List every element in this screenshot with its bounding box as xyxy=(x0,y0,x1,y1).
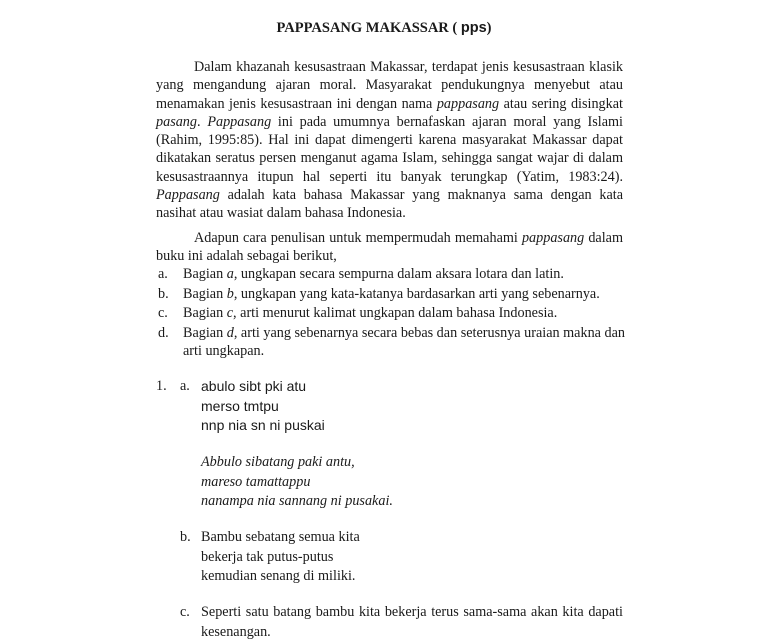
aksara-lontara-block xyxy=(201,377,325,436)
literal-meaning-block xyxy=(201,528,360,587)
italic-term: d xyxy=(227,325,234,341)
document-title xyxy=(0,20,768,37)
italic-term: Pappasang xyxy=(207,114,271,130)
text-run: adalah kata bahasa Makassar yang maknanya sama dengan kata nasihat atau wasiat dalam bahasa Indonesia. xyxy=(156,187,623,221)
text-run: Bagian xyxy=(183,305,227,321)
text-run: , arti menurut kalimat ungkapan dalam bahasa Indonesia. xyxy=(233,305,557,321)
literal-line: bekerja tak putus-putus xyxy=(201,548,360,568)
legend-item-b: b. Bagian b, ungkapan yang kata-katanya bardasarkan arti yang sebenarnya. xyxy=(156,285,626,303)
sentence-line: kesenangan. xyxy=(201,623,623,642)
sentence-line: Seperti satu batang bambu kita bekerja terus sama-sama akan kita dapati xyxy=(201,603,623,623)
text-run: dalam buku ini adalah sebagai berikut, xyxy=(156,230,623,264)
literal-line: kemudian senang di miliki. xyxy=(201,567,360,587)
latin-transliteration-block xyxy=(201,453,393,512)
title-main: PAPPASANG MAKASSAR ( xyxy=(277,20,461,36)
aksara-line: abulo sibt pki atu xyxy=(201,377,325,397)
text-run: , ungkapan secara sempurna dalam aksara lotara dan latin. xyxy=(234,266,564,282)
italic-term: a xyxy=(227,266,234,282)
legend-item-a: a. Bagian a, ungkapan secara sempurna dalam aksara lotara dan latin. xyxy=(156,265,626,283)
intro-paragraph xyxy=(156,58,623,223)
entry-b-marker: b. xyxy=(180,528,191,548)
title-close: ) xyxy=(487,20,492,36)
entry-c-marker: c. xyxy=(180,603,190,623)
text-run: . xyxy=(197,114,207,130)
title-abbreviation: pps xyxy=(461,20,487,36)
italic-term: pappasang xyxy=(522,230,584,246)
text-run: , arti yang sebenarnya secara bebas dan seterusnya uraian makna dan arti ungkapan. xyxy=(183,325,625,359)
italic-term: pasang xyxy=(156,114,197,130)
text-run: , ungkapan yang kata-katanya bardasarkan arti yang sebenarnya. xyxy=(234,286,600,302)
text-run: Dalam khazanah kesusastraan Makassar, terdapat jenis kesusastraan klasik yang mengandung ajaran moral. Masyarakat pendukungnya menyebut atau menamakan jenis kesusastraan ini dengan nama xyxy=(156,59,623,112)
text-run: ini pada umumnya bernafaskan ajaran moral yang Islami (Rahim, 1995:85). Hal ini dapat dimengerti karena masyarakat Makassar dapat dikatakan seratus persen menganut agama Islam, sehingga sangat wajar di dalam kesusastraannya itupun hal seperti itu banyak terungkap (Yatim, 1983:24). xyxy=(156,114,623,185)
italic-term: b xyxy=(227,286,234,302)
italic-term: c xyxy=(227,305,233,321)
method-paragraph xyxy=(156,229,623,266)
italic-term: Pappasang xyxy=(156,187,220,203)
legend-item-d: d. Bagian d, arti yang sebenarnya secara bebas dan seterusnya uraian makna dan arti ungkapan. xyxy=(156,324,626,360)
entry-number: 1. xyxy=(156,377,167,397)
latin-line: Abbulo sibatang paki antu, xyxy=(201,453,393,473)
aksara-line: merso tmtpu xyxy=(201,397,325,417)
literal-line: Bambu sebatang semua kita xyxy=(201,528,360,548)
text-run: Bagian xyxy=(183,266,227,282)
legend-list xyxy=(156,265,626,361)
sentence-meaning-block xyxy=(201,603,623,642)
entry-a-marker: a. xyxy=(180,377,190,397)
italic-term: pappasang xyxy=(437,96,499,112)
text-run: Bagian xyxy=(183,286,227,302)
latin-line: mareso tamattappu xyxy=(201,473,393,493)
text-run: atau sering disingkat xyxy=(499,96,623,112)
text-run: Bagian xyxy=(183,325,227,341)
text-run: Adapun cara penulisan untuk mempermudah memahami xyxy=(194,230,522,246)
latin-line: nanampa nia sannang ni pusakai. xyxy=(201,492,393,512)
legend-item-c: c. Bagian c, arti menurut kalimat ungkapan dalam bahasa Indonesia. xyxy=(156,304,626,322)
aksara-line: nnp nia sn ni puskai xyxy=(201,416,325,436)
